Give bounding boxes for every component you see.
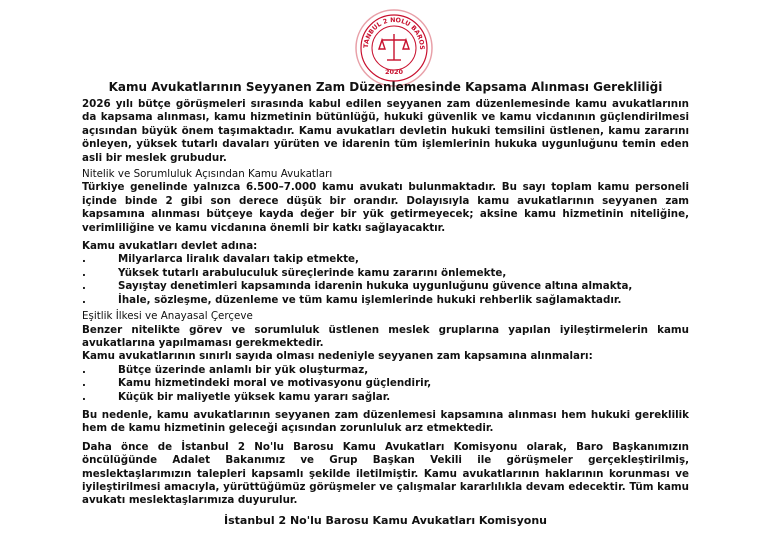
bullet: . bbox=[82, 293, 86, 306]
bullet: . bbox=[82, 266, 86, 279]
section2-list-intro: Kamu avukatlarının sınırlı sayıda olması nedeniyle seyyanen zam kapsamına alınmaları: bbox=[82, 350, 593, 363]
list-item: . İhale, sözleşme, düzenleme ve tüm kamu işlemlerinde hukuki rehberlik sağlamaktadır. bbox=[82, 293, 622, 306]
section2-paragraph: Benzer nitelikte görev ve sorumluluk üstlenen meslek gruplarına yapılan iyileştirmelerin kamu avukatlarına yapılmaması gerekmektedir. bbox=[82, 323, 689, 349]
list-item: . Küçük bir maliyetle yüksek kamu yararı sağlar. bbox=[82, 390, 391, 403]
list-item: . Yüksek tutarlı arabuluculuk süreçlerinde kamu zararını önlemekte, bbox=[82, 266, 507, 279]
list-item: . Sayıştay denetimleri kapsamında idarenin hukuka uygunluğunu güvence altına almakta, bbox=[82, 280, 633, 293]
section2-heading: Eşitlik İlkesi ve Anayasal Çerçeve bbox=[82, 310, 253, 323]
bullet: . bbox=[82, 377, 86, 390]
logo-ring-text: TANBUL 2 NOLU BAROS bbox=[362, 16, 426, 50]
bullet: . bbox=[82, 253, 86, 266]
bullet: . bbox=[82, 280, 86, 293]
conclusion-paragraph: Bu nedenle, kamu avukatlarının seyyanen zam düzenlemesi kapsamına alınması hem hukuki gereklilik hem de kamu hizmetinin geleceği açısından zorunluluk arz etmektedir. bbox=[82, 408, 689, 435]
list-item: . Milyarlarca liralık davaları takip etmekte, bbox=[82, 253, 359, 266]
document-title: Kamu Avukatlarının Seyyanen Zam Düzenlemesinde Kapsama Alınması Gerekliliği bbox=[108, 80, 663, 94]
section1-list bbox=[82, 253, 689, 307]
announcement-document bbox=[82, 80, 689, 527]
list-item: . Kamu hizmetindeki moral ve motivasyonu güçlendirir, bbox=[82, 377, 432, 390]
bar-association-logo bbox=[354, 8, 434, 88]
intro-paragraph: 2026 yılı bütçe görüşmeleri sırasında kabul edilen seyyanen zam düzenlemesinde kamu avukatlarının da kapsama alınması, kamu hizmetinin bütünlüğü, hukuki güvenlik ve kamu vicdanının güçlendirilmesi açısından büyük önem taşımaktadır. Kamu avukatları devletin hukuki temsilini üstlenen, kamu zararını önleyen, yüksek tutarlı davaları yürüten ve idarenin tüm işlemlerinin hukuka uygunluğunu temin eden asli bir meslek grubudur. bbox=[82, 98, 689, 164]
section2-list bbox=[82, 364, 689, 404]
section1-list-intro: Kamu avukatları devlet adına: bbox=[82, 240, 258, 253]
closing-paragraph: Daha önce de İstanbul 2 No'lu Barosu Kamu Avukatları Komisyonu olarak, Baro Başkanımızın öncülüğünde Adalet Bakanımız ve Grup Başkan Vekili ile görüşmeler gerçekleştirilmiş, meslektaşlarımızın talepleri kapsamlı şekilde iletilmiştir. Kamu avukatlarının haklarının korunması ve iyileştirilmesi amacıyla, yürüttüğümüz görüşmeler ve çalışmalar kararlılıkla devam edecektir. Tüm kamu avukatı meslektaşlarımıza duyurulur. bbox=[82, 440, 689, 507]
list-item: . Bütçe üzerinde anlamlı bir yük oluşturmaz, bbox=[82, 363, 369, 376]
scales-of-justice-icon bbox=[379, 34, 409, 60]
bullet: . bbox=[82, 390, 86, 403]
bullet: . bbox=[82, 363, 86, 376]
logo-year: 2020 bbox=[384, 68, 404, 76]
section1-paragraph: Türkiye genelinde yalnızca 6.500–7.000 kamu avukatı bulunmaktadır. Bu sayı toplam kamu personeli içinde binde 2 gibi son derece düşük bir orandır. Dolayısıyla kamu avukatlarının seyyanen zam kapsamına alınması bütçeye kayda değer bir yük getirmeyecek; aksine kamu hizmetinin niteliğine, verimliliğine ve kamu vicdanına önemli bir katkı sağlayacaktır. bbox=[82, 181, 689, 234]
section1-heading: Nitelik ve Sorumluluk Açısından Kamu Avukatları bbox=[82, 168, 333, 181]
signature: İstanbul 2 No'lu Barosu Kamu Avukatları Komisyonu bbox=[224, 513, 547, 527]
